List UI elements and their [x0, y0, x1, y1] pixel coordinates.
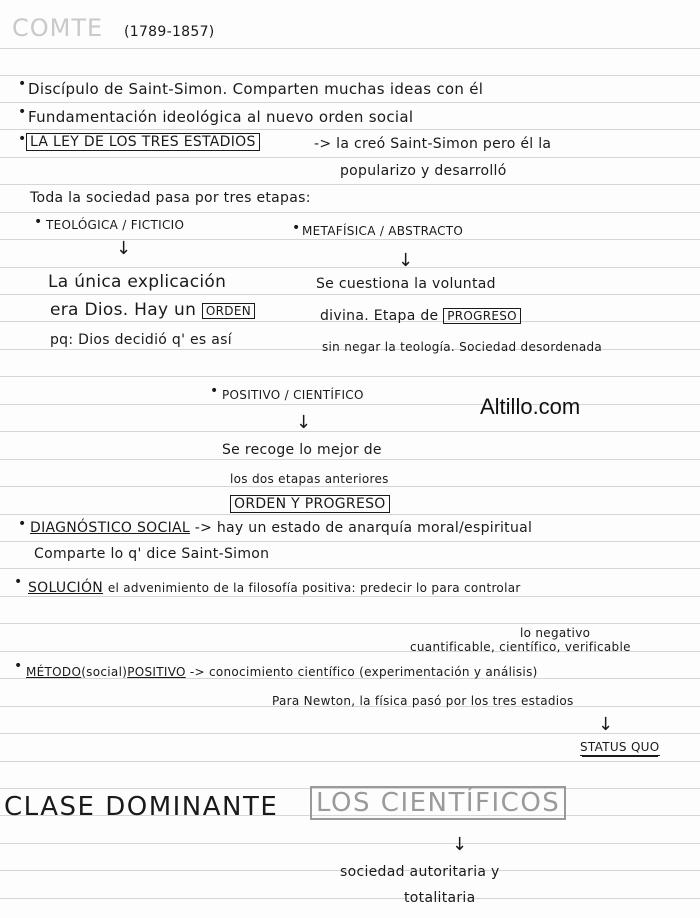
note-line: [28, 580, 521, 596]
bullet-dot: •: [34, 214, 43, 230]
ruled-line: [0, 212, 700, 213]
solution-text: el advenimiento de la filosofía positiva: predecir lo para controlar: [107, 581, 521, 595]
note-line: sin negar la teología. Sociedad desordenada: [322, 340, 603, 354]
note-line: Se recoge lo mejor de: [222, 442, 382, 458]
ruled-line: [0, 102, 700, 103]
bullet-dot: •: [18, 131, 27, 147]
bullet-dot: •: [18, 104, 27, 120]
note-line: sociedad autoritaria y: [340, 864, 500, 880]
down-arrow-icon: ↓: [598, 714, 614, 735]
method-label: MÉTODO: [26, 665, 82, 679]
order-box: ORDEN: [202, 303, 255, 319]
note-line: Para Newton, la física pasó por los tres estadios: [272, 694, 574, 708]
watermark: Altillo.com: [480, 394, 581, 419]
stage-label: POSITIVO / CIENTÍFICO: [222, 388, 364, 402]
note-line: lo negativo: [520, 626, 591, 640]
diagnosis-label: DIAGNÓSTICO SOCIAL: [30, 520, 190, 536]
note-line: los dos etapas anteriores: [230, 472, 389, 486]
solution-label: SOLUCIÓN: [28, 580, 104, 596]
bullet-dot: •: [18, 516, 27, 532]
ruled-line: [0, 596, 700, 597]
note-line: [26, 665, 538, 679]
note-line: popularizo y desarrolló: [340, 163, 507, 179]
ruled-line: [0, 898, 700, 899]
ruled-line: [0, 75, 700, 76]
ruled-line: [0, 623, 700, 624]
ruled-line: [0, 376, 700, 377]
order-progress-box: ORDEN Y PROGRESO: [230, 495, 390, 513]
ruled-line: [0, 404, 700, 405]
ruled-line: [0, 239, 700, 240]
stage-label: METAFÍSICA / ABSTRACTO: [302, 224, 464, 238]
title-dates: (1789-1857): [124, 24, 215, 40]
down-arrow-icon: ↓: [398, 250, 414, 271]
ruled-line: [0, 733, 700, 734]
ruled-line: [0, 184, 700, 185]
bullet-dot: •: [18, 76, 27, 92]
down-arrow-icon: ↓: [116, 238, 132, 259]
note-line: [320, 308, 521, 324]
note-line: Fundamentación ideológica al nuevo orden social: [28, 108, 414, 126]
scientists-stamp-wrap: [310, 788, 566, 818]
note-line: Discípulo de Saint-Simon. Comparten muchas ideas con él: [28, 80, 484, 98]
down-arrow-icon: ↓: [452, 834, 468, 855]
ruled-line: [0, 486, 700, 487]
ruled-line: [0, 157, 700, 158]
ruled-line: [0, 129, 700, 130]
note-line: Comparte lo q' dice Saint-Simon: [34, 546, 270, 562]
down-arrow-icon: ↓: [296, 412, 312, 433]
ruled-line: [0, 48, 700, 49]
note-line: -> la creó Saint-Simon pero él la: [314, 136, 552, 152]
progress-text: divina. Etapa de: [320, 308, 439, 324]
order-text: era Dios. Hay un: [50, 300, 197, 320]
note-line: [50, 300, 255, 320]
ruled-line: [0, 514, 700, 515]
stage-label: TEOLÓGICA / FICTICIO: [46, 218, 185, 232]
status-quo: [580, 740, 660, 754]
ruled-line: [0, 267, 700, 268]
ruled-line: [0, 568, 700, 569]
note-line: La única explicación: [48, 272, 227, 292]
ruled-line: [0, 294, 700, 295]
ruled-line: [0, 761, 700, 762]
diagnosis-text: -> hay un estado de anarquía moral/espiritual: [194, 520, 533, 536]
page-title: COMTE: [12, 14, 104, 42]
method-social-label: (social): [81, 665, 128, 679]
ruled-line: [0, 459, 700, 460]
note-line: Se cuestiona la voluntad: [316, 276, 496, 292]
bullet-dot: •: [292, 220, 301, 236]
note-line: Toda la sociedad pasa por tres etapas:: [30, 190, 311, 206]
progress-box: PROGRESO: [443, 308, 521, 324]
dominant-class-heading: CLASE DOMINANTE: [4, 792, 279, 822]
ruled-line: [0, 431, 700, 432]
boxed-heading: [26, 134, 260, 150]
method-positive-label: POSITIVO: [127, 665, 186, 679]
scientists-stamp: LOS CIENTÍFICOS: [310, 786, 566, 820]
ruled-line: [0, 843, 700, 844]
note-line: pq: Dios decidió q' es así: [50, 332, 232, 348]
law-three-stages-box: LA LEY DE LOS TRES ESTADIOS: [26, 133, 260, 151]
note-line: cuantificable, científico, verificable: [410, 640, 631, 654]
boxed-heading: [230, 496, 390, 512]
note-line: totalitaria: [404, 890, 476, 906]
bullet-dot: •: [210, 383, 219, 399]
note-line: [30, 520, 532, 536]
method-text: -> conocimiento científico (experimentación y análisis): [189, 665, 538, 679]
bullet-dot: •: [14, 574, 23, 590]
bullet-dot: •: [14, 658, 23, 674]
status-quo-text: STATUS QUO: [580, 740, 660, 754]
ruled-line: [0, 541, 700, 542]
